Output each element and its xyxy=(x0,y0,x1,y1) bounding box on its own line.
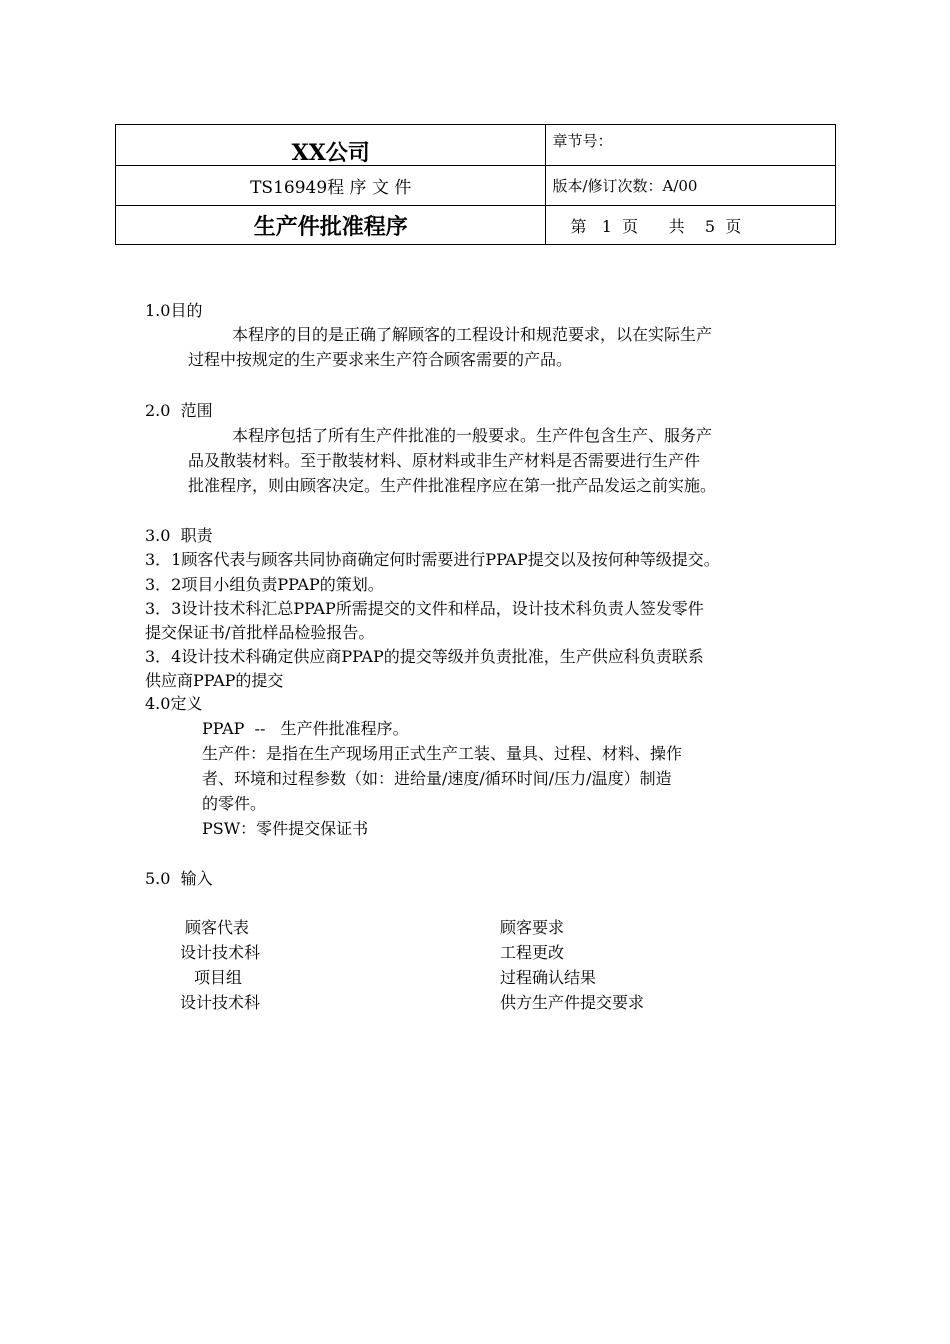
company-name: XX公司 xyxy=(291,139,370,166)
input-source: 顾客代表 xyxy=(185,918,250,937)
responsibility-line: 提交保证书/首批样品检验报告。 xyxy=(145,623,375,642)
input-source: 项目组 xyxy=(194,968,243,987)
section-responsibility-heading: 3.0 职责 xyxy=(145,526,213,545)
input-item: 供方生产件提交要求 xyxy=(500,993,645,1012)
document-title: 生产件批准程序 xyxy=(116,206,546,245)
purpose-line: 本程序的目的是正确了解顾客的工程设计和规范要求，以在实际生产 xyxy=(232,325,713,344)
definition-line: PSW：零件提交保证书 xyxy=(202,819,369,838)
responsibility-line: 3．2项目小组负责PPAP的策划。 xyxy=(145,575,384,594)
definition-line: 生产件：是指在生产现场用正式生产工装、量具、过程、材料、操作 xyxy=(202,744,683,763)
section-definitions-heading: 4.0定义 xyxy=(145,694,203,713)
purpose-line: 过程中按规定的生产要求来生产符合顾客需要的产品。 xyxy=(188,350,573,369)
section-input-heading: 5.0 输入 xyxy=(145,869,213,888)
responsibility-line: 3．4设计技术科确定供应商PPAP的提交等级并负责批准，生产供应科负责联系 xyxy=(145,647,704,666)
page-info: 第 1 页 共 5 页 xyxy=(546,206,836,245)
input-item: 顾客要求 xyxy=(500,918,565,937)
responsibility-line: 供应商PPAP的提交 xyxy=(145,671,284,690)
input-item: 过程确认结果 xyxy=(500,968,597,987)
header-table xyxy=(115,124,836,245)
responsibility-line: 3．1顾客代表与顾客共同协商确定何时需要进行PPAP提交以及按何种等级提交。 xyxy=(145,550,720,569)
input-source: 设计技术科 xyxy=(180,993,261,1012)
scope-line: 本程序包括了所有生产件批准的一般要求。生产件包含生产、服务产 xyxy=(232,426,713,445)
scope-line: 品及散装材料。至于散装材料、原材料或非生产材料是否需要进行生产件 xyxy=(188,451,701,470)
program-doc-cell: TS16949程 序 文 件 xyxy=(116,166,546,206)
company-cell xyxy=(116,125,546,166)
section-number-cell: 章节号： xyxy=(546,125,836,166)
input-source: 设计技术科 xyxy=(180,943,261,962)
section-scope-heading: 2.0 范围 xyxy=(145,401,213,420)
responsibility-line: 3．3设计技术科汇总PPAP所需提交的文件和样品，设计技术科负责人签发零件 xyxy=(145,599,704,618)
definition-line: 的零件。 xyxy=(202,794,267,813)
revision-cell: 版本/修订次数：A/00 xyxy=(546,166,836,206)
input-item: 工程更改 xyxy=(500,943,565,962)
definition-line: 者、环境和过程参数（如：进给量/速度/循环时间/压力/温度）制造 xyxy=(202,769,672,788)
section-purpose-heading: 1.0目的 xyxy=(145,301,203,320)
definition-line: PPAP -- 生产件批准程序。 xyxy=(202,719,409,738)
scope-line: 批准程序，则由顾客决定。生产件批准程序应在第一批产品发运之前实施。 xyxy=(188,476,717,495)
